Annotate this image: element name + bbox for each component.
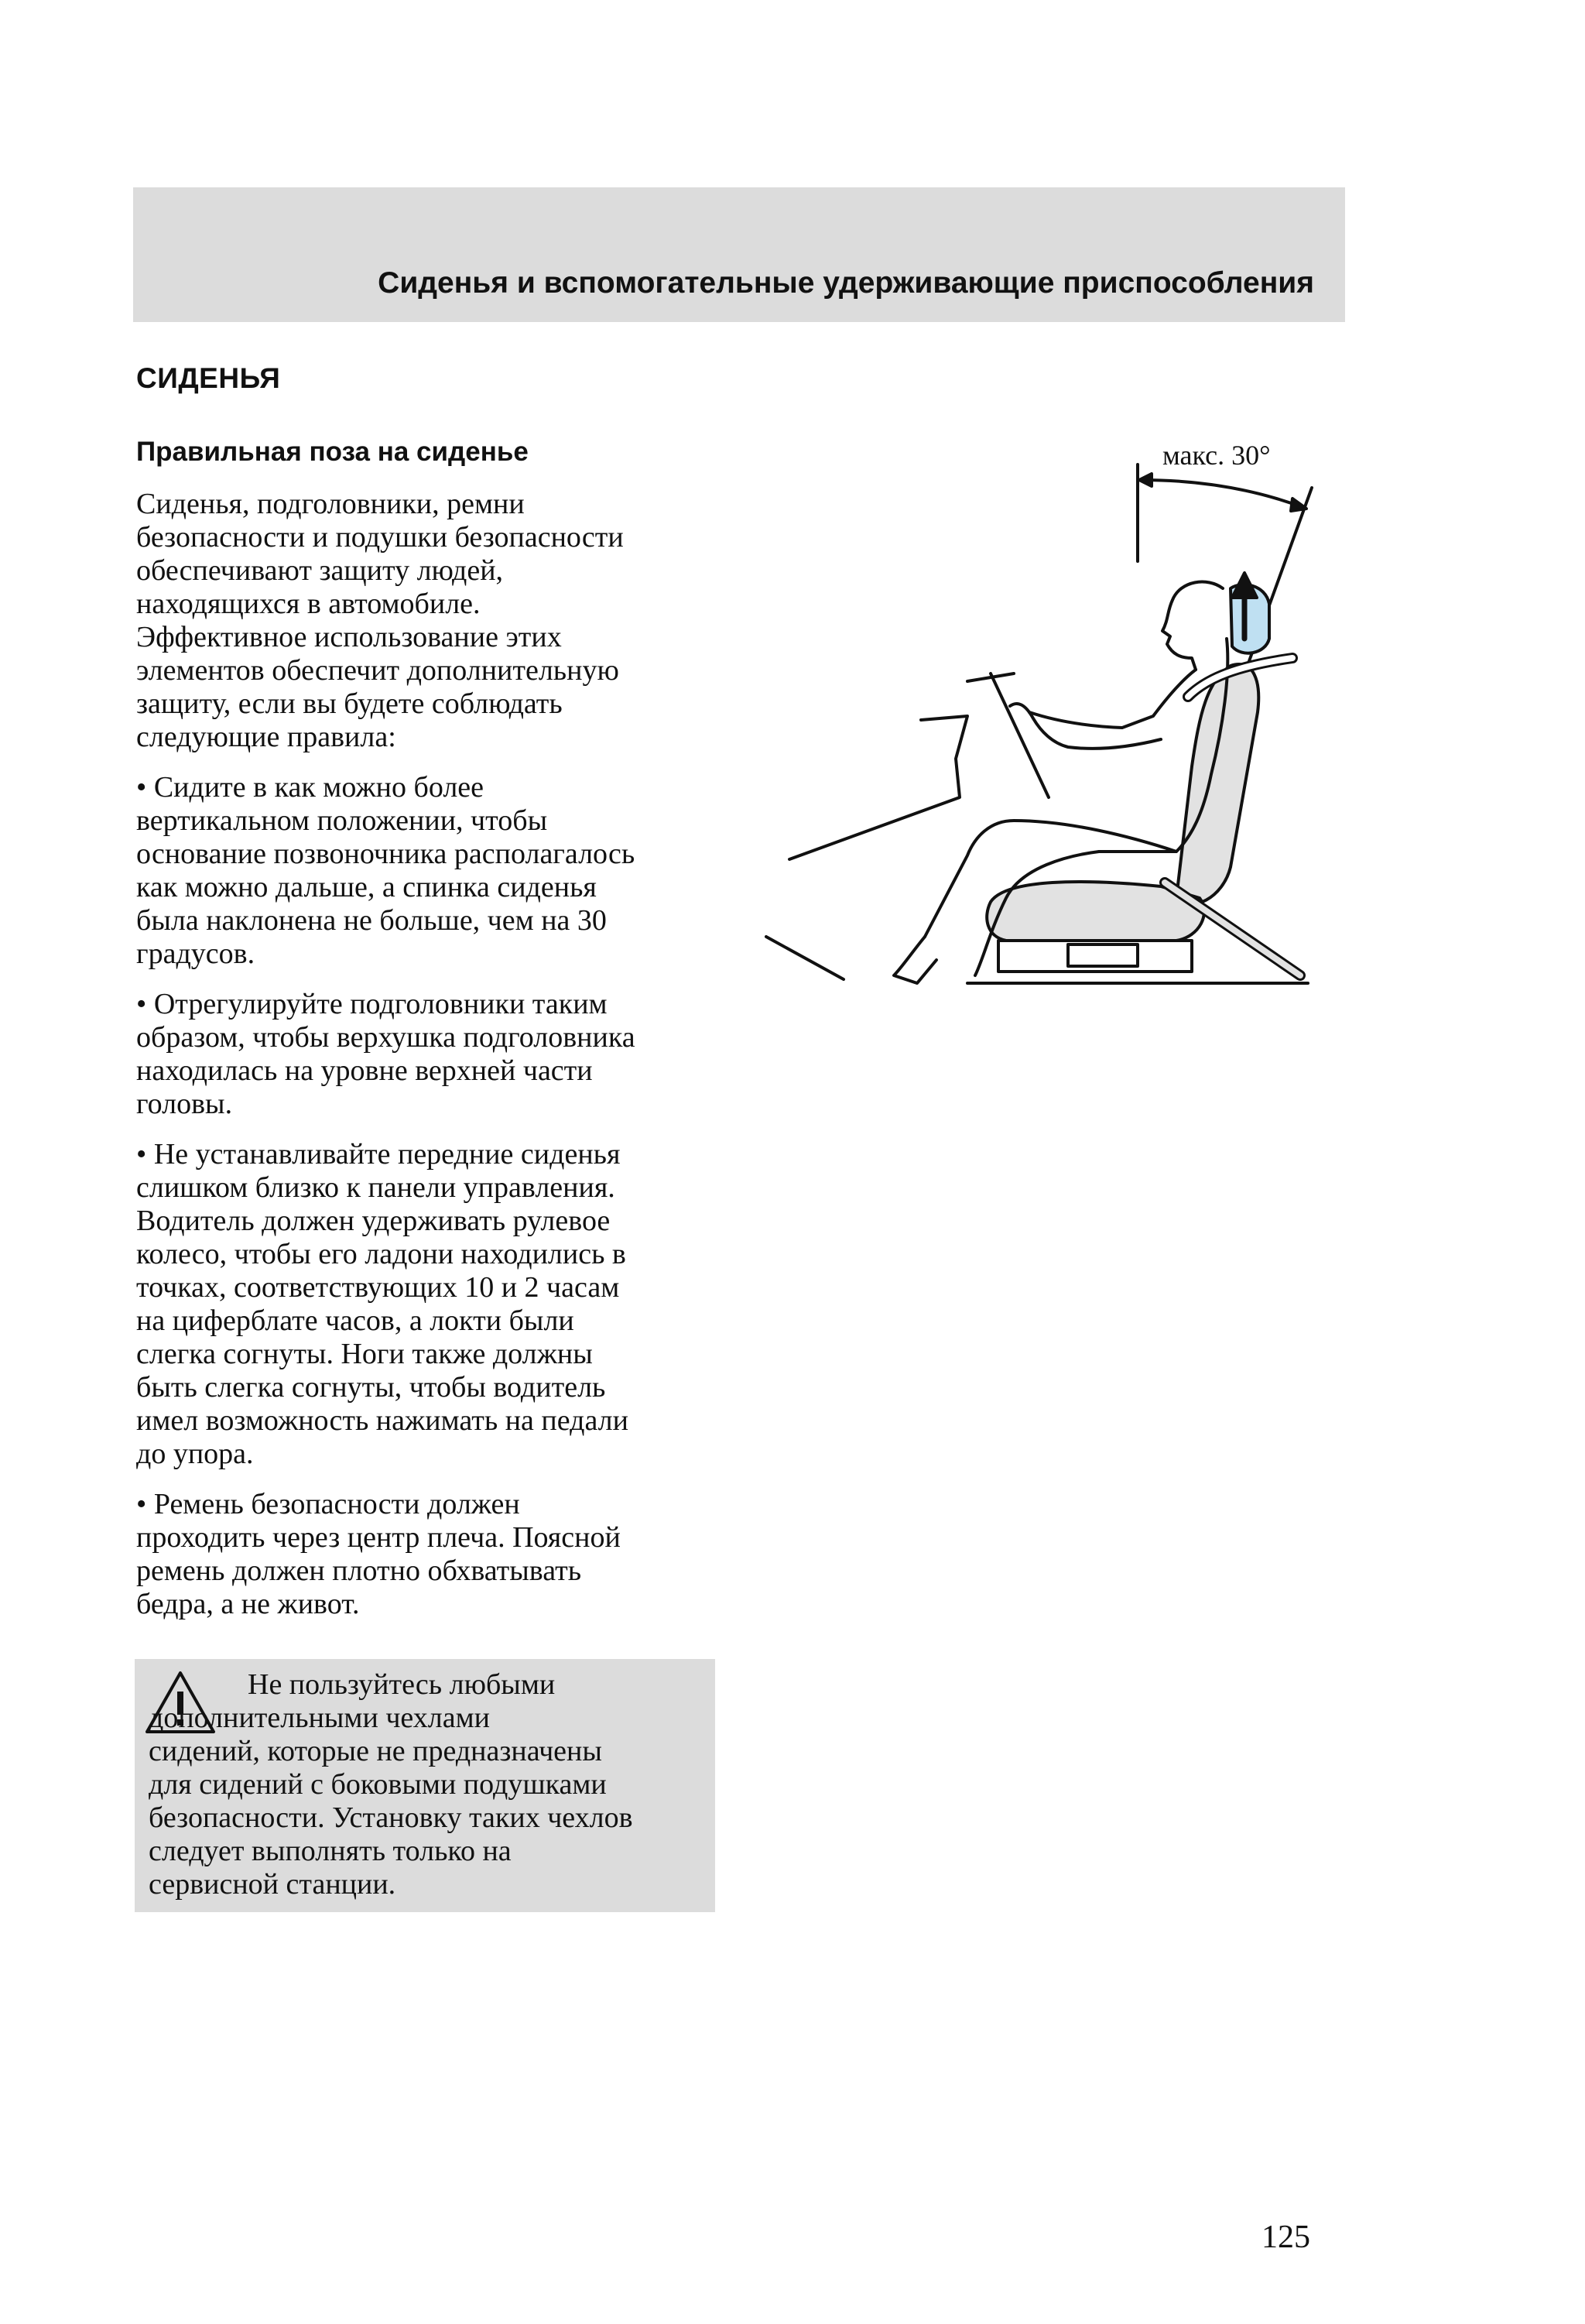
warning-text: Не пользуйтесь любыми дополнительными чехлами сидений, которые не предназначены для сидений с боковыми подушками безопасности. Установку таких чехлов следует выполнять только на сервисной станции. xyxy=(149,1668,633,1901)
driver-foot xyxy=(894,937,936,983)
angle-arc-arrowhead-left xyxy=(1139,474,1152,486)
bullet-text: Не устанавливайте передние сиденья слишком близко к панели управления. Водитель должен удерживать рулевое колесо, чтобы его ладони находились в точках, соответствующих 10 и 2 часам на циферблате часов, а локти были слегка согнуты. Ноги также должны быть слегка согнуты, чтобы водитель имел возможность нажимать на педали до упора. xyxy=(136,1138,628,1470)
seating-posture-illustration xyxy=(758,434,1323,1006)
bullet-text: Отрегулируйте подголовники таким образом, чтобы верхушка подголовника находилась на уровне верхней части головы. xyxy=(136,988,635,1120)
steering-column xyxy=(991,674,1049,797)
section-title: СИДЕНЬЯ xyxy=(136,362,281,394)
subsection-title: Правильная поза на сиденье xyxy=(136,437,529,467)
body-text xyxy=(136,488,724,1638)
angle-arc xyxy=(1142,480,1304,508)
bullet-text: Сидите в как можно более вертикальном положении, чтобы основание позвоночника располагалось как можно дальше, а спинка сиденья была наклонена не больше, чем на 30 градусов. xyxy=(136,771,635,970)
dashboard-outline xyxy=(789,716,967,859)
angle-label: макс. 30° xyxy=(1162,440,1271,471)
driver-head xyxy=(1162,582,1223,670)
chapter-title: Сиденья и вспомогательные удерживающие приспособления xyxy=(378,266,1314,300)
intro-paragraph: Сиденья, подголовники, ремни безопасности и подушки безопасности обеспечивают защиту людей, находящихся в автомобиле. Эффективное использование этих элементов обеспечит дополнительную защиту, если вы будете соблюдать следующие правила: xyxy=(136,488,624,753)
floor-left-line xyxy=(766,937,844,979)
bullet-text: Ремень безопасности должен проходить через центр плеча. Поясной ремень должен плотно обхватывать бедра, а не живот. xyxy=(136,1488,621,1620)
bullet-marker: • xyxy=(136,1138,147,1171)
bullet-marker: • xyxy=(136,771,147,804)
seat-lever xyxy=(1068,944,1138,966)
warning-box xyxy=(135,1659,715,1912)
header-band xyxy=(133,187,1345,322)
bullet-item xyxy=(136,1488,724,1621)
driver-chest xyxy=(1029,670,1196,728)
bullet-marker: • xyxy=(136,988,147,1020)
page-number: 125 xyxy=(1261,2219,1310,2255)
bullet-item xyxy=(136,988,724,1121)
bullet-marker: • xyxy=(136,1488,147,1520)
bullet-item xyxy=(136,1138,724,1471)
bullet-item xyxy=(136,771,724,971)
